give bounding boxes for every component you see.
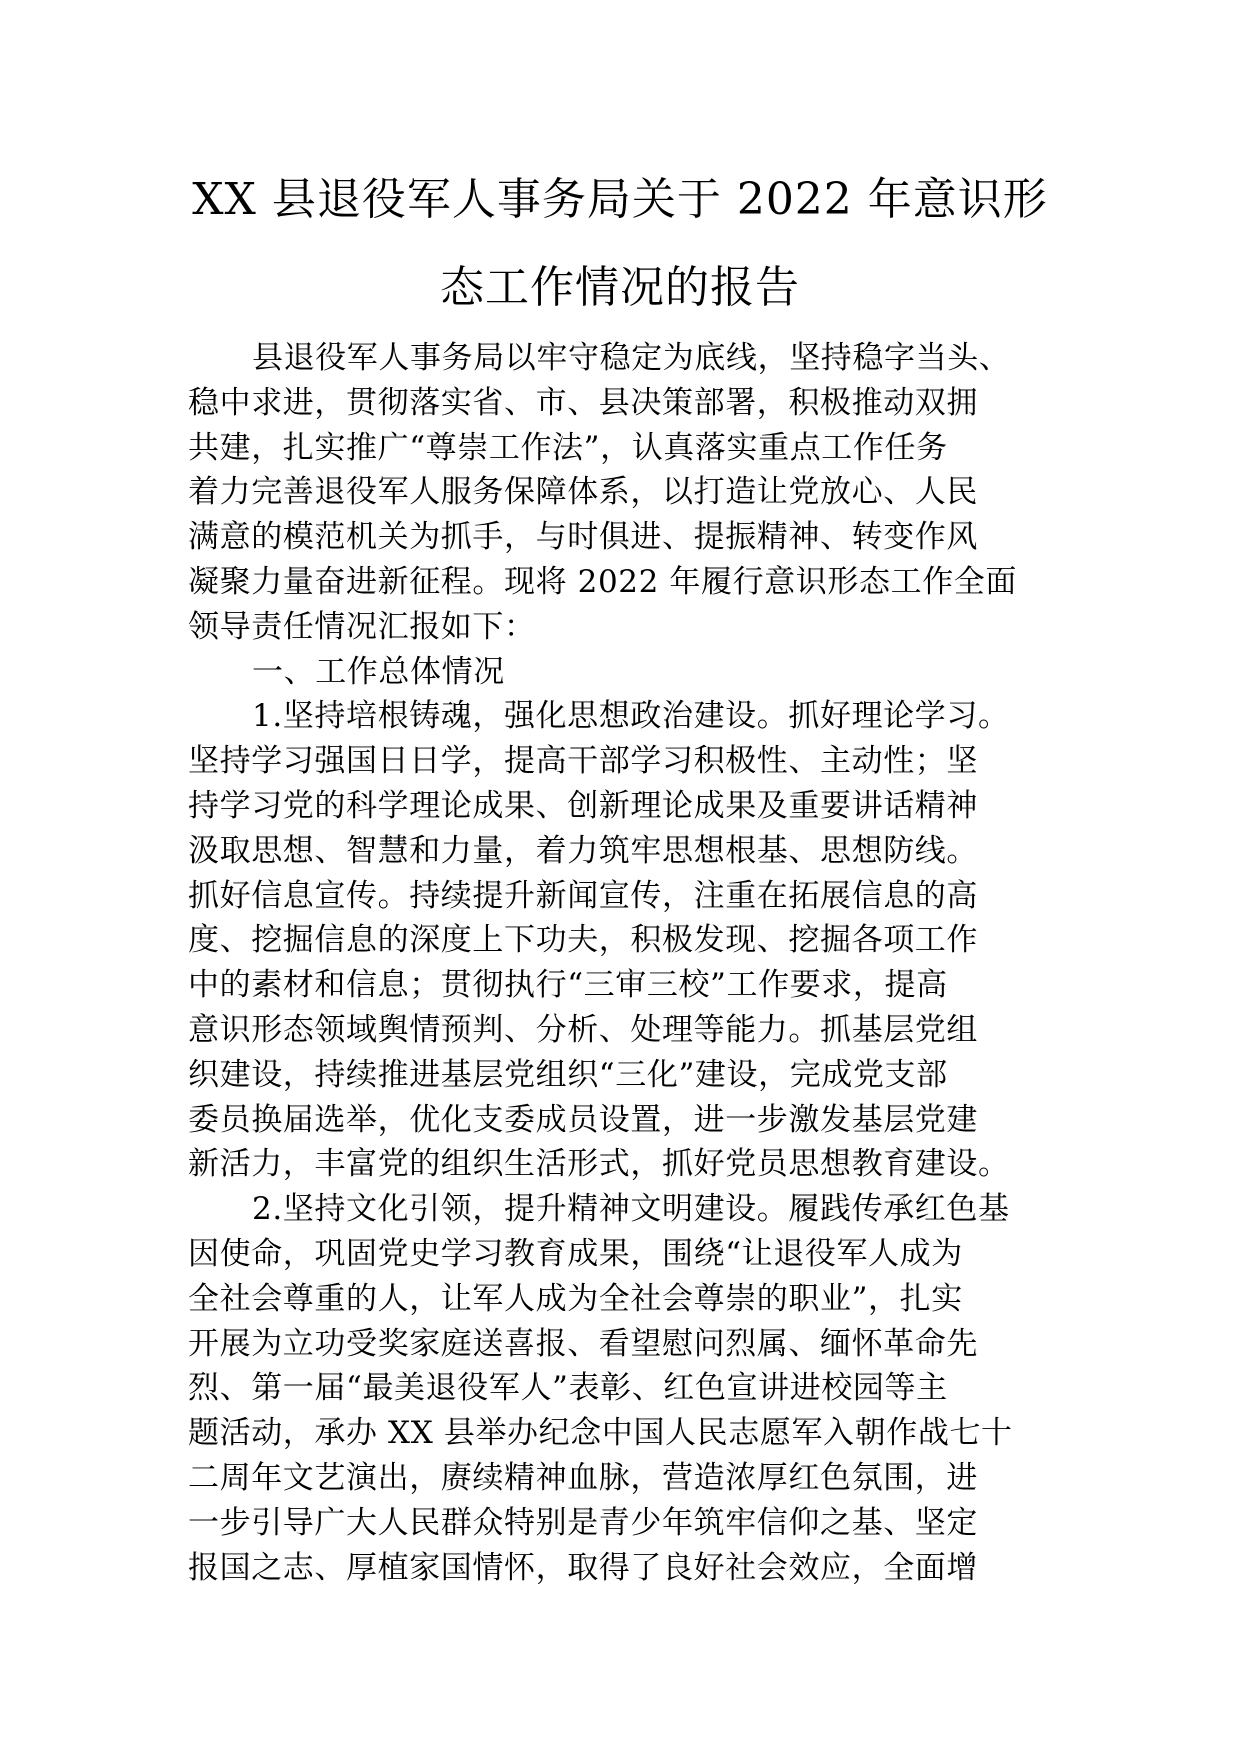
body-text-line: 汲取思想、智慧和力量，着力筑牢思想根基、思想防线。	[188, 832, 978, 869]
body-text-line: 稳中求进，贯彻落实省、市、县决策部署，积极推动双拥	[188, 384, 978, 421]
body-text-line: 县退役军人事务局以牢守稳定为底线，坚持稳字当头、	[252, 340, 1011, 376]
body-text-line: 着力完善退役军人服务保障体系，以打造让党放心、人民	[188, 474, 978, 511]
body-text-line: 度、挖掘信息的深度上下功夫，积极发现、挖掘各项工作	[188, 922, 978, 959]
body-text-line: 全社会尊重的人，让军人成为全社会尊崇的职业”，扎实	[188, 1280, 963, 1317]
body-text-line: 凝聚力量奋进新征程。现将 2022 年履行意识形态工作全面	[188, 563, 1017, 600]
body-text-line: 新活力，丰富党的组织生活形式，抓好党员思想教育建设。	[188, 1146, 1010, 1183]
body-text-line: 持学习党的科学理论成果、创新理论成果及重要讲话精神	[188, 787, 978, 824]
body-text-line: 因使命，巩固党史学习教育成果，围绕“让退役军人成为	[188, 1235, 963, 1272]
body-text-line: 一步引导广大人民群众特别是青少年筑牢信仰之基、坚定	[188, 1504, 978, 1541]
document-title-line-1: XX 县退役军人事务局关于 2022 年意识形	[192, 174, 1048, 225]
body-text-line: 开展为立功受奖家庭送喜报、看望慰问烈属、缅怀革命先	[188, 1325, 978, 1362]
body-text-line: 二周年文艺演出，赓续精神血脉，营造浓厚红色氛围，进	[188, 1459, 978, 1496]
body-text-line: 中的素材和信息；贯彻执行“三审三校”工作要求，提高	[188, 967, 948, 1004]
body-text-line: 题活动，承办 XX 县举办纪念中国人民志愿军入朝作战七十	[188, 1415, 1013, 1452]
document-title-line-2: 态工作情况的报告	[440, 262, 800, 313]
body-text-line: 意识形态领域舆情预判、分析、处理等能力。抓基层党组	[188, 1011, 978, 1048]
body-text-line: 满意的模范机关为抓手，与时俱进、提振精神、转变作风	[188, 519, 978, 556]
body-text-line: 坚持学习强国日日学，提高干部学习积极性、主动性；坚	[188, 743, 978, 780]
document-body	[188, 336, 1052, 1590]
body-text-line: 织建设，持续推进基层党组织“三化”建设，完成党支部	[188, 1056, 948, 1093]
body-text-line: 抓好信息宣传。持续提升新闻宣传，注重在拓展信息的高	[188, 877, 978, 914]
body-text-line: 2.坚持文化引领，提升精神文明建设。履践传承红色基	[252, 1191, 1010, 1228]
body-text-line: 烈、第一届“最美退役军人”表彰、红色宣讲进校园等主	[188, 1370, 948, 1407]
body-text-line: 1.坚持培根铸魂，强化思想政治建设。抓好理论学习。	[252, 698, 1010, 735]
body-text-line: 委员换届选举，优化支委成员设置，进一步激发基层党建	[188, 1101, 978, 1138]
body-text-line: 一、工作总体情况	[252, 653, 505, 690]
body-text-line: 领导责任情况汇报如下：	[188, 608, 536, 645]
body-text-line: 报国之志、厚植家国情怀，取得了良好社会效应，全面增	[188, 1549, 978, 1586]
body-text-line: 共建，扎实推广“尊崇工作法”，认真落实重点工作任务	[188, 429, 948, 466]
